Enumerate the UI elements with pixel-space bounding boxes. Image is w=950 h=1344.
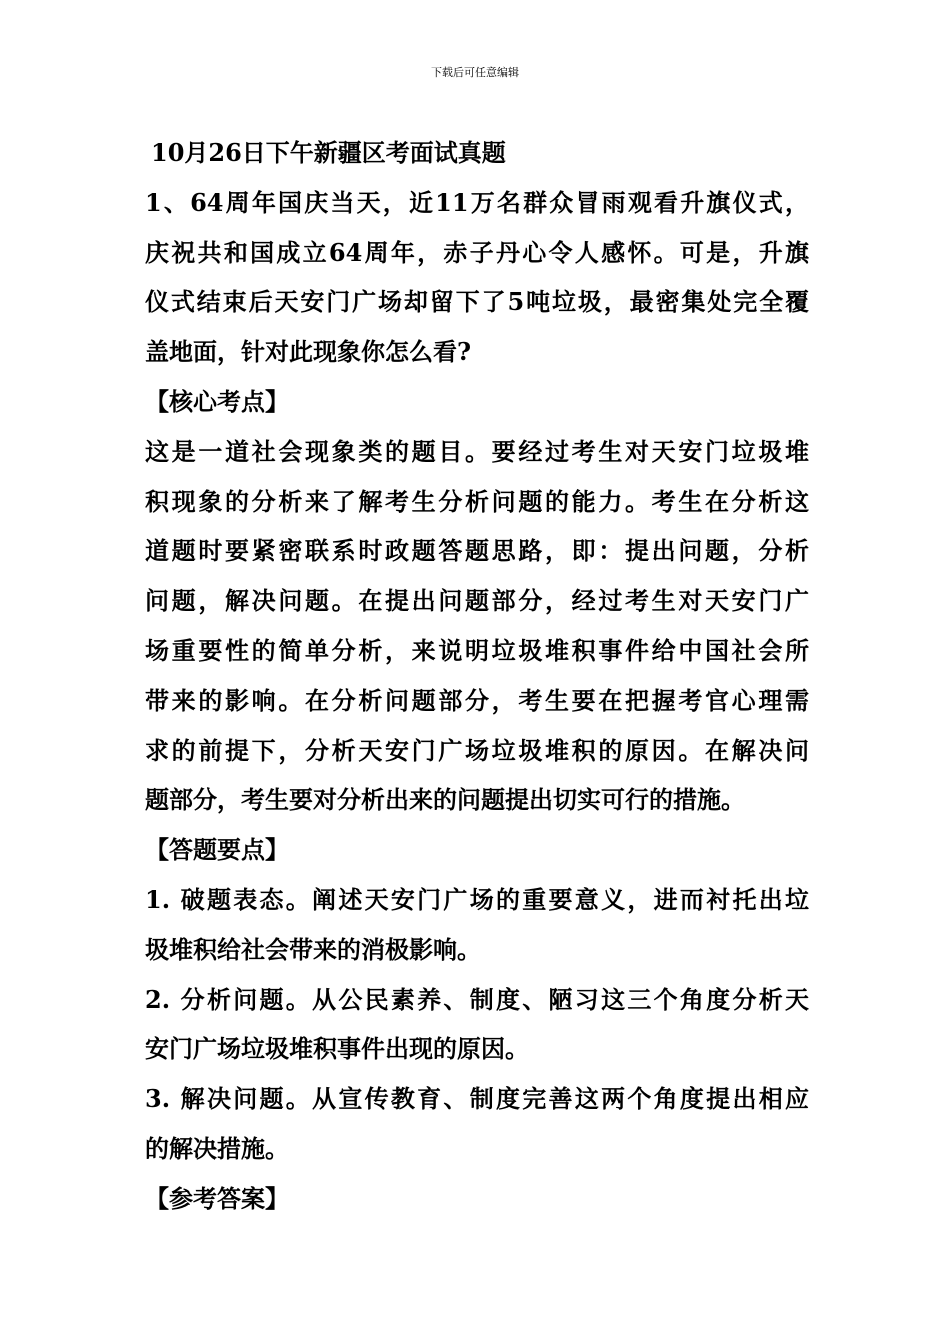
document-title: 10月26日下午新疆区考面试真题 bbox=[151, 138, 506, 167]
core-text-line: 题部分，考生要对分析出来的问题提出切实可行的措施。 bbox=[145, 785, 745, 815]
section-heading-core: 【核心考点】 bbox=[145, 386, 289, 416]
section-heading-answer: 【参考答案】 bbox=[145, 1183, 289, 1213]
core-text-line: 求的前提下，分析天安门广场垃圾堆积的原因。在解决问 bbox=[145, 735, 809, 765]
core-text-line: 场重要性的简单分析，来说明垃圾堆积事件给中国社会所 bbox=[145, 635, 809, 665]
page-header: 下载后可任意编辑 bbox=[431, 66, 519, 79]
point-item-line: 2. 分析问题。从公民素养、制度、陋习这三个角度分析天 bbox=[145, 984, 809, 1014]
question-line: 1、64周年国庆当天，近11万名群众冒雨观看升旗仪式， bbox=[145, 187, 809, 217]
core-text-line: 道题时要紧密联系时政题答题思路，即：提出问题，分析 bbox=[145, 536, 809, 566]
question-line: 盖地面，针对此现象你怎么看? bbox=[145, 337, 472, 367]
point-item-line: 圾堆积给社会带来的消极影响。 bbox=[145, 934, 481, 964]
core-text-line: 积现象的分析来了解考生分析问题的能力。考生在分析这 bbox=[145, 486, 809, 516]
document-body bbox=[145, 128, 809, 1224]
section-heading-points: 【答题要点】 bbox=[145, 835, 289, 865]
question-line: 仪式结束后天安门广场却留下了5吨垃圾，最密集处完全覆 bbox=[145, 287, 809, 317]
point-item-line: 的解决措施。 bbox=[145, 1133, 289, 1163]
point-item-line: 3. 解决问题。从宣传教育、制度完善这两个角度提出相应 bbox=[145, 1084, 809, 1114]
point-item-line: 1. 破题表态。阐述天安门广场的重要意义，进而衬托出垃 bbox=[145, 884, 809, 914]
core-text-line: 这是一道社会现象类的题目。要经过考生对天安门垃圾堆 bbox=[145, 436, 809, 466]
core-text-line: 问题，解决问题。在提出问题部分，经过考生对天安门广 bbox=[145, 586, 809, 616]
point-item-line: 安门广场垃圾堆积事件出现的原因。 bbox=[145, 1034, 529, 1064]
question-line: 庆祝共和国成立64周年，赤子丹心令人感怀。可是，升旗 bbox=[145, 237, 809, 267]
core-text-line: 带来的影响。在分析问题部分，考生要在把握考官心理需 bbox=[145, 685, 809, 715]
